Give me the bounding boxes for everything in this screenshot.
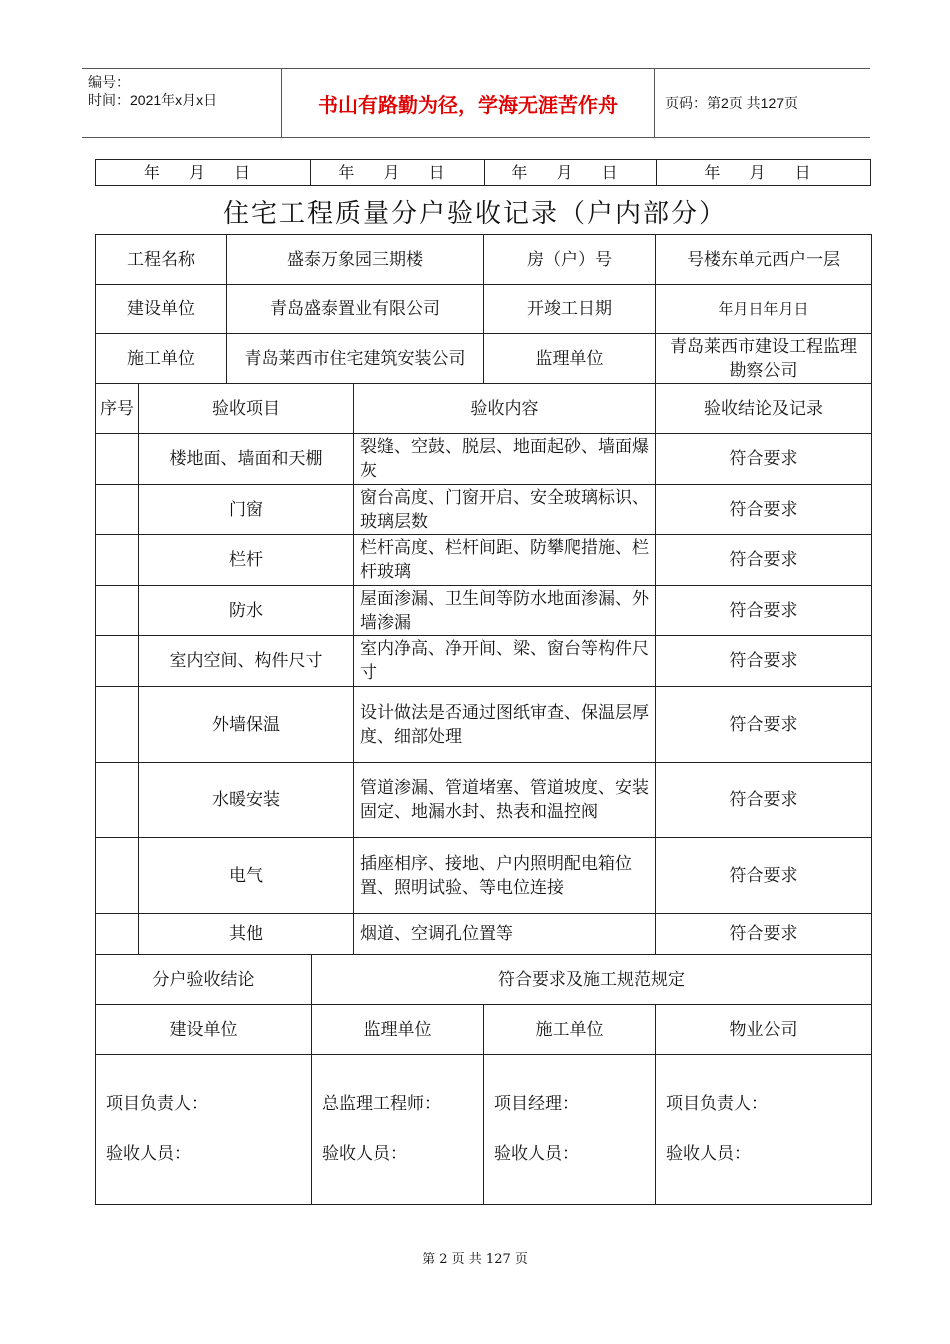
property-inspector-label: 验收人员：: [666, 1144, 752, 1164]
party-builder: 建设单位: [96, 1005, 312, 1055]
dates-label: 开竣工日期: [484, 285, 656, 334]
col-seq-header: 序号: [96, 384, 139, 434]
seq-cell: [96, 687, 139, 763]
seq-cell: [96, 914, 139, 955]
parties-row: [96, 1005, 872, 1055]
result-cell: 符合要求: [656, 535, 872, 586]
builder-value: 青岛盛泰置业有限公司: [227, 285, 484, 334]
builder-lead-label: 项目负责人：: [106, 1094, 208, 1114]
item-cell: 门窗: [139, 485, 354, 535]
seq-cell: [96, 636, 139, 687]
code-label: 编号：: [88, 74, 130, 90]
seq-cell: [96, 535, 139, 586]
item-cell: 水暖安装: [139, 763, 354, 838]
contractor-value: 青岛莱西市住宅建筑安装公司: [227, 334, 484, 384]
header-page-info: 页码：第2页 共127页: [665, 95, 799, 111]
time-label: 时间：2021年x月x日: [88, 92, 218, 108]
table-row: [96, 914, 872, 955]
item-cell: 外墙保温: [139, 687, 354, 763]
result-cell: 符合要求: [656, 586, 872, 636]
supervisor-lead-label: 总监理工程师：: [322, 1094, 441, 1114]
result-cell: 符合要求: [656, 485, 872, 535]
content-cell: 屋面渗漏、卫生间等防水地面渗漏、外墙渗漏: [354, 586, 656, 636]
contractor-lead-label: 项目经理：: [494, 1094, 580, 1114]
seq-cell: [96, 586, 139, 636]
contractor-signature-cell: [484, 1055, 656, 1205]
party-property: 物业公司: [656, 1005, 872, 1055]
table-row: [96, 535, 872, 586]
project-name: 盛泰万象园三期楼: [227, 235, 484, 285]
col-result-header: 验收结论及记录: [656, 384, 872, 434]
col-content-header: 验收内容: [354, 384, 656, 434]
table-row: [96, 687, 872, 763]
room-label: 房（户）号: [484, 235, 656, 285]
item-cell: 其他: [139, 914, 354, 955]
date-cell-3: 年 月 日: [485, 160, 657, 186]
table-row: [96, 586, 872, 636]
info-row-1: [96, 235, 872, 285]
table-row: [96, 838, 872, 914]
header-left: [82, 69, 282, 137]
party-contractor: 施工单位: [484, 1005, 656, 1055]
date-cell-1: 年 月 日: [96, 160, 311, 186]
contractor-label: 施工单位: [96, 334, 227, 384]
conclusion-value: 符合要求及施工规范规定: [312, 955, 872, 1005]
date-cell-2: 年 月 日: [311, 160, 485, 186]
result-cell: 符合要求: [656, 838, 872, 914]
result-cell: 符合要求: [656, 687, 872, 763]
content-cell: 窗台高度、门窗开启、安全玻璃标识、玻璃层数: [354, 485, 656, 535]
column-header-row: [96, 384, 872, 434]
conclusion-row: [96, 955, 872, 1005]
property-signature-cell: [656, 1055, 872, 1205]
room-value: 号楼东单元西户一层: [656, 235, 872, 285]
item-cell: 楼地面、墙面和天棚: [139, 434, 354, 485]
property-lead-label: 项目负责人：: [666, 1094, 769, 1114]
acceptance-table: [95, 234, 872, 1205]
page-footer: 第 2 页 共 127 页: [422, 1252, 528, 1267]
item-cell: 电气: [139, 838, 354, 914]
document-title: 住宅工程质量分户验收记录（户内部分）: [222, 199, 727, 229]
signature-row: [96, 1055, 872, 1205]
table-row: [96, 434, 872, 485]
builder-signature-cell: [96, 1055, 312, 1205]
item-cell: 防水: [139, 586, 354, 636]
result-cell: 符合要求: [656, 636, 872, 687]
header-motto: 书山有路勤为径，学海无涯苦作舟: [282, 69, 655, 137]
dates-value: 年月日年月日: [656, 285, 872, 334]
content-cell: 栏杆高度、栏杆间距、防攀爬措施、栏杆玻璃: [354, 535, 656, 586]
item-cell: 室内空间、构件尺寸: [139, 636, 354, 687]
content-cell: 室内净高、净开间、梁、窗台等构件尺寸: [354, 636, 656, 687]
page-header: [82, 68, 870, 138]
result-cell: 符合要求: [656, 434, 872, 485]
date-cell-4: 年 月 日: [657, 160, 871, 186]
seq-cell: [96, 485, 139, 535]
table-row: [96, 485, 872, 535]
supervisor-inspector-label: 验收人员：: [322, 1144, 407, 1164]
seq-cell: [96, 763, 139, 838]
content-cell: 管道渗漏、管道堵塞、管道坡度、安装固定、地漏水封、热表和温控阀: [354, 763, 656, 838]
content-cell: 裂缝、空鼓、脱层、地面起砂、墙面爆灰: [354, 434, 656, 485]
conclusion-label: 分户验收结论: [96, 955, 312, 1005]
date-row-table: [95, 159, 871, 186]
seq-cell: [96, 838, 139, 914]
builder-label: 建设单位: [96, 285, 227, 334]
col-item-header: 验收项目: [139, 384, 354, 434]
seq-cell: [96, 434, 139, 485]
result-cell: 符合要求: [656, 763, 872, 838]
table-row: [96, 636, 872, 687]
info-row-3: [96, 334, 872, 384]
table-row: [96, 763, 872, 838]
info-row-2: [96, 285, 872, 334]
content-cell: 烟道、空调孔位置等: [354, 914, 656, 955]
supervisor-signature-cell: [312, 1055, 484, 1205]
supervisor-value: 青岛莱西市建设工程监理勘察公司: [656, 334, 872, 384]
party-supervisor: 监理单位: [312, 1005, 484, 1055]
project-name-label: 工程名称: [96, 235, 227, 285]
result-cell: 符合要求: [656, 914, 872, 955]
builder-inspector-label: 验收人员：: [106, 1144, 191, 1164]
content-cell: 插座相序、接地、户内照明配电箱位置、照明试验、等电位连接: [354, 838, 656, 914]
content-cell: 设计做法是否通过图纸审查、保温层厚度、细部处理: [354, 687, 656, 763]
item-cell: 栏杆: [139, 535, 354, 586]
contractor-inspector-label: 验收人员：: [494, 1144, 580, 1164]
supervisor-label: 监理单位: [484, 334, 656, 384]
